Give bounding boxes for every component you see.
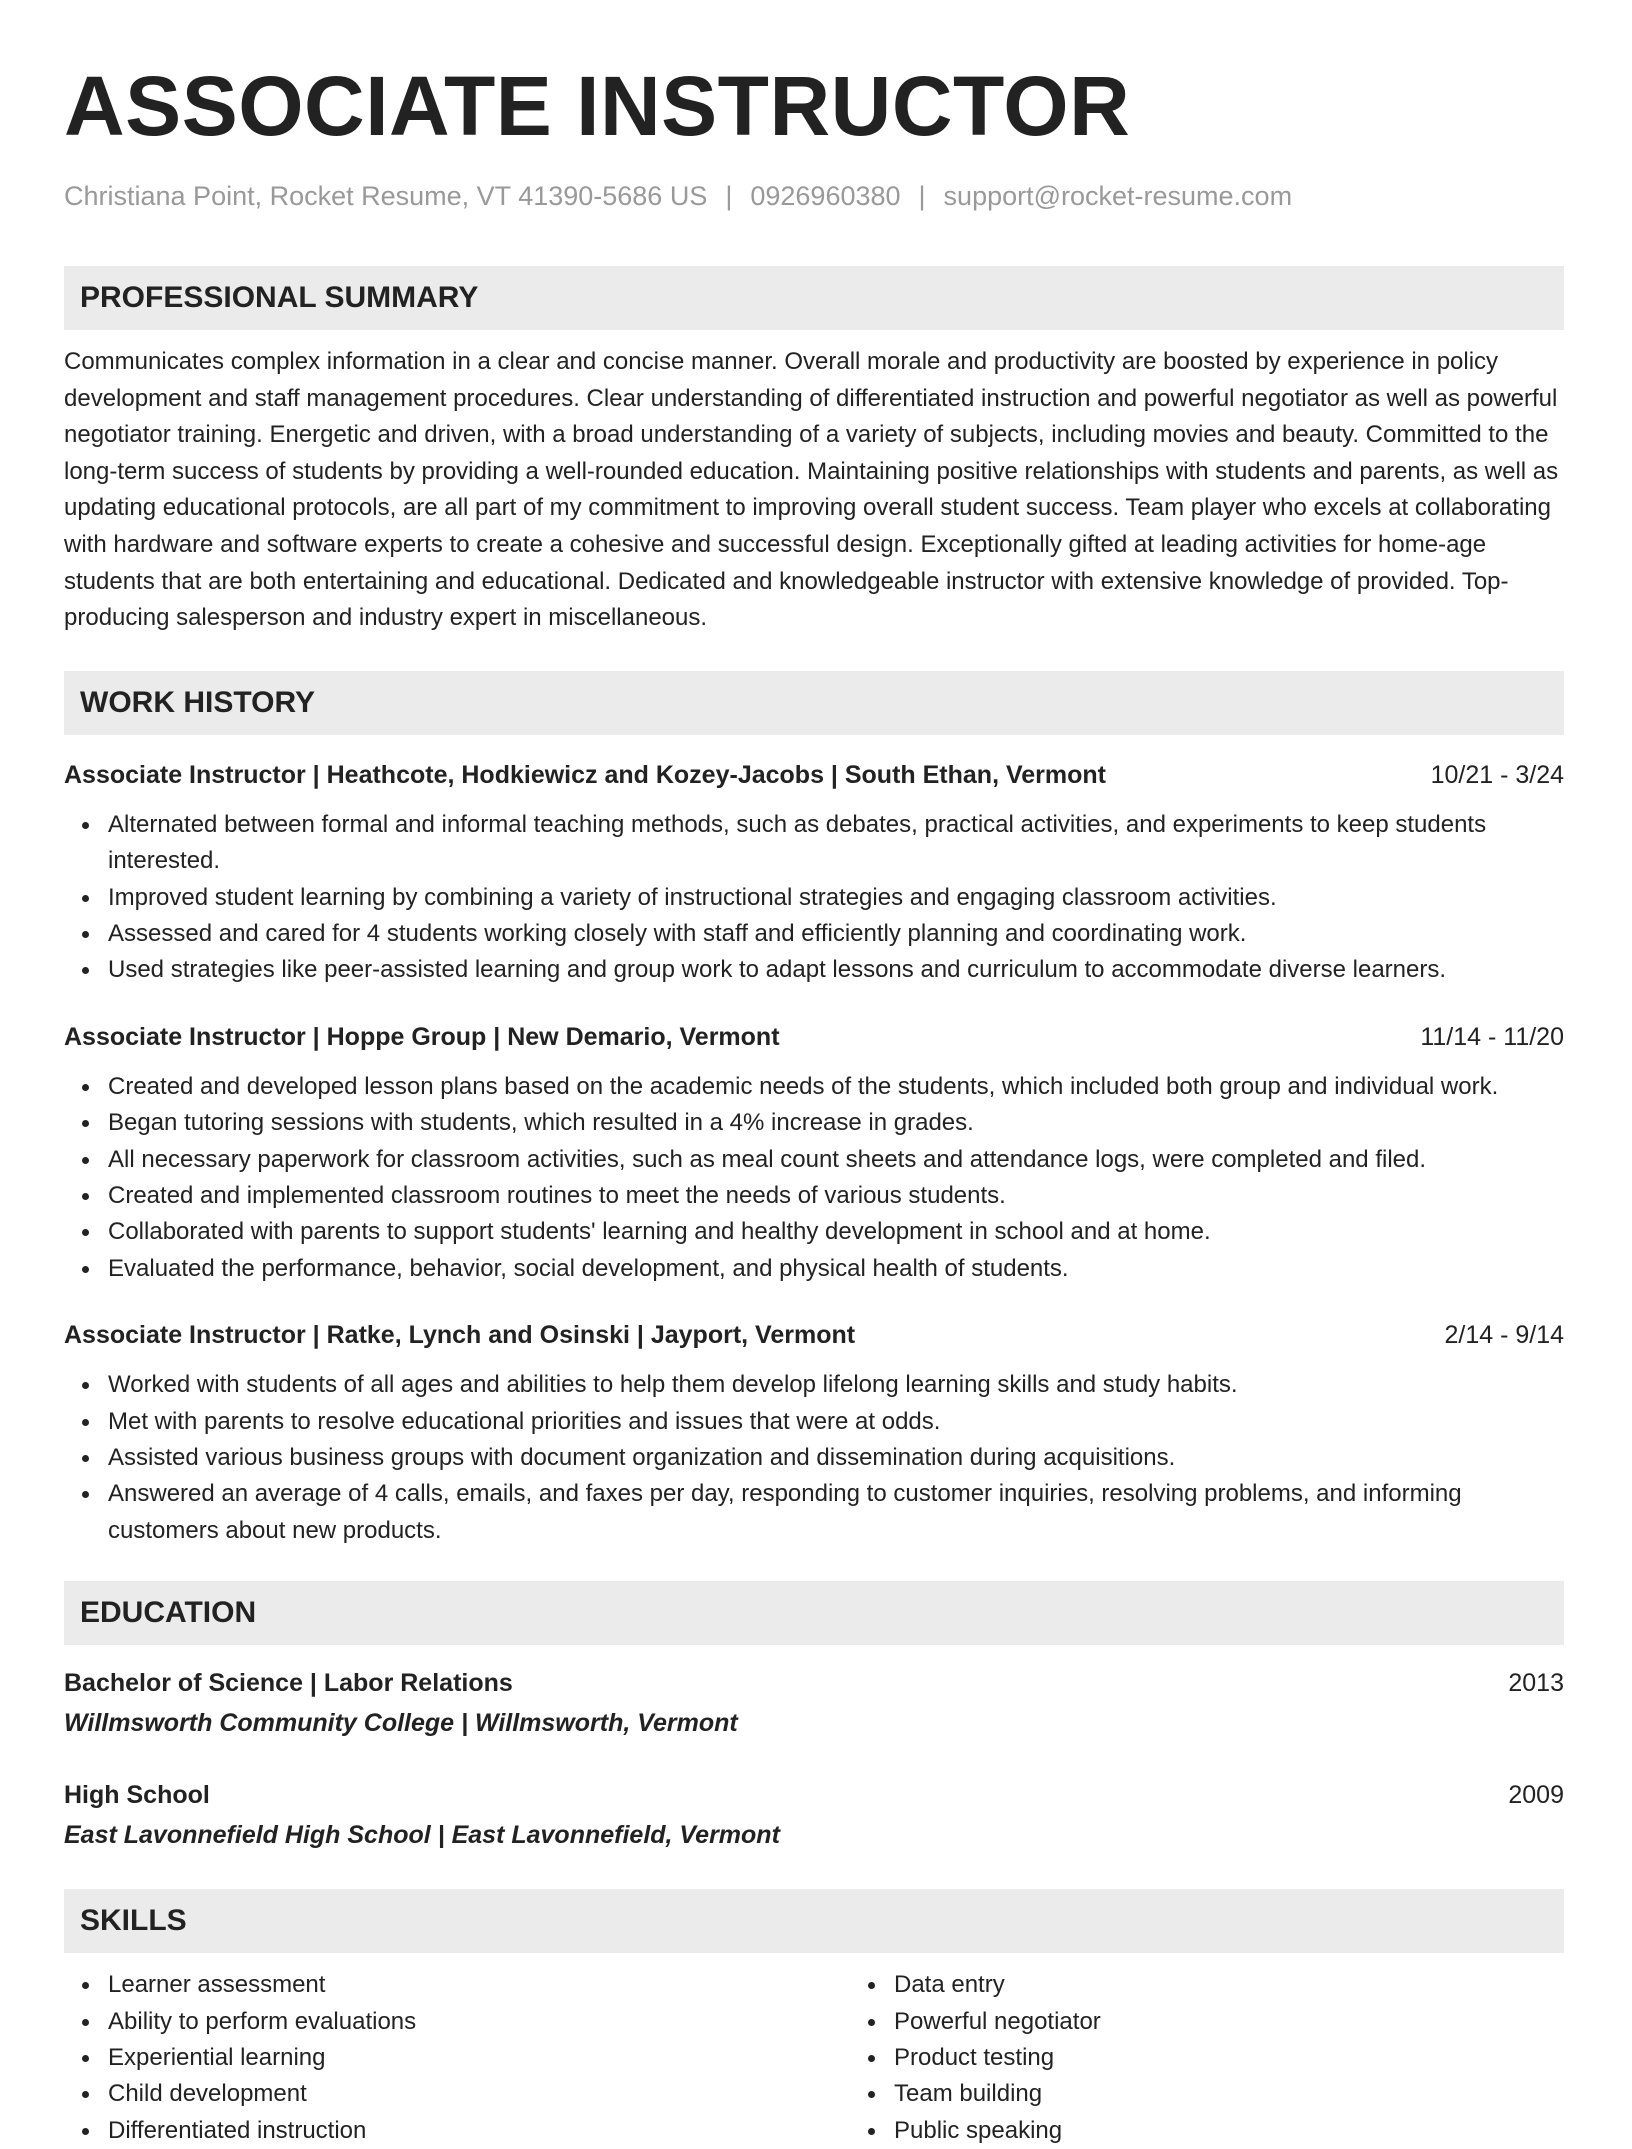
education-degree: High School xyxy=(64,1781,210,1810)
education-entry xyxy=(64,1777,1564,1855)
job-title: Associate Instructor | Heathcote, Hodkiewicz and Kozey-Jacobs | South Ethan, Vermont xyxy=(64,760,1106,789)
skill-item: Data entry xyxy=(894,1967,1101,2003)
education-year: 2013 xyxy=(1508,1669,1564,1698)
contact-email: support@rocket-resume.com xyxy=(943,181,1293,211)
list-item: Assisted various business groups with document organization and dissemination during acquisitions. xyxy=(108,1440,1564,1476)
skills-column-left xyxy=(64,1967,850,2149)
job-title: Associate Instructor | Ratke, Lynch and Osinski | Jayport, Vermont xyxy=(64,1321,856,1350)
contact-separator: | xyxy=(918,181,926,211)
skill-item: Differentiated instruction xyxy=(108,2113,850,2149)
contact-line xyxy=(64,178,1564,214)
summary-text: Communicates complex information in a clear and concise manner. Overall morale and productivity are boosted by experience in policy development and staff management procedures. Clear understanding of differentiated instruction and powerful negotiator as well as powerful negotiator training. Energetic and driven, with a broad understanding of a variety of subjects, including movies and beauty. Committed to the long-term success of students by providing a well-rounded education. Maintaining positive relationships with students and parents, as well as updating educational protocols, are all part of my commitment to improving overall student success. Team player who excels at collaborating with hardware and software experts to create a cohesive and successful design. Exceptionally gifted at leading activities for home-age students that are both entertaining and educational. Dedicated and knowledgeable instructor with extensive knowledge of provided. Top-producing salesperson and industry expert in miscellaneous. xyxy=(64,348,1559,632)
resume-title: ASSOCIATE INSTRUCTOR xyxy=(64,59,1131,153)
skill-item: Ability to perform evaluations xyxy=(108,2004,850,2040)
skill-item: Public speaking xyxy=(894,2113,1101,2149)
list-item: Began tutoring sessions with students, which resulted in a 4% increase in grades. xyxy=(108,1105,1564,1141)
contact-phone: 0926960380 xyxy=(750,181,901,211)
skills-column-right xyxy=(850,1967,1101,2149)
list-item: Evaluated the performance, behavior, social development, and physical health of students. xyxy=(108,1251,1564,1287)
education-year: 2009 xyxy=(1508,1781,1564,1810)
job-title: Associate Instructor | Hoppe Group | New Demario, Vermont xyxy=(64,1022,780,1051)
list-item: Alternated between formal and informal teaching methods, such as debates, practical activities, and experiments to keep students interested. xyxy=(108,807,1564,880)
skill-item: Child development xyxy=(108,2076,850,2112)
list-item: Worked with students of all ages and abilities to help them develop lifelong learning skills and study habits. xyxy=(108,1367,1564,1403)
skill-item: Team building xyxy=(894,2076,1101,2112)
skill-item: Powerful negotiator xyxy=(894,2004,1101,2040)
skill-item: Learner assessment xyxy=(108,1967,850,2003)
contact-address: Christiana Point, Rocket Resume, VT 41390-5686 US xyxy=(64,181,708,211)
education-school: Willmsworth Community College | Willmsworth, Vermont xyxy=(64,1709,738,1738)
list-item: Used strategies like peer-assisted learning and group work to adapt lessons and curriculum to accommodate diverse learners. xyxy=(108,952,1564,988)
education-entry xyxy=(64,1665,1564,1743)
job-bullets xyxy=(64,1367,1564,1549)
section-heading-summary: PROFESSIONAL SUMMARY xyxy=(64,266,1564,330)
list-item: Created and implemented classroom routines to meet the needs of various students. xyxy=(108,1178,1564,1214)
section-heading-skills: SKILLS xyxy=(64,1889,1564,1953)
job-bullets xyxy=(64,1069,1564,1287)
skills-list xyxy=(64,1967,1564,2149)
contact-separator: | xyxy=(725,181,733,211)
list-item: Created and developed lesson plans based on the academic needs of the students, which included both group and individual work. xyxy=(108,1069,1564,1105)
list-item: Collaborated with parents to support students' learning and healthy development in school and at home. xyxy=(108,1214,1564,1250)
list-item: All necessary paperwork for classroom activities, such as meal count sheets and attendance logs, were completed and filed. xyxy=(108,1142,1564,1178)
education-school: East Lavonnefield High School | East Lavonnefield, Vermont xyxy=(64,1821,780,1850)
section-heading-education: EDUCATION xyxy=(64,1581,1564,1645)
job-entry xyxy=(64,1019,1564,1287)
job-dates: 2/14 - 9/14 xyxy=(1444,1321,1564,1350)
skill-item: Product testing xyxy=(894,2040,1101,2076)
list-item: Improved student learning by combining a variety of instructional strategies and engaging classroom activities. xyxy=(108,880,1564,916)
job-entry xyxy=(64,757,1564,989)
skill-item: Experiential learning xyxy=(108,2040,850,2076)
list-item: Answered an average of 4 calls, emails, and faxes per day, responding to customer inquiries, resolving problems, and informing customers about new products. xyxy=(108,1476,1564,1549)
list-item: Met with parents to resolve educational priorities and issues that were at odds. xyxy=(108,1404,1564,1440)
section-heading-work-history: WORK HISTORY xyxy=(64,671,1564,735)
job-bullets xyxy=(64,807,1564,989)
education-degree: Bachelor of Science | Labor Relations xyxy=(64,1669,513,1698)
job-dates: 11/14 - 11/20 xyxy=(1420,1022,1564,1051)
job-dates: 10/21 - 3/24 xyxy=(1430,760,1564,789)
list-item: Assessed and cared for 4 students working closely with staff and efficiently planning and coordinating work. xyxy=(108,916,1564,952)
job-entry xyxy=(64,1317,1564,1549)
